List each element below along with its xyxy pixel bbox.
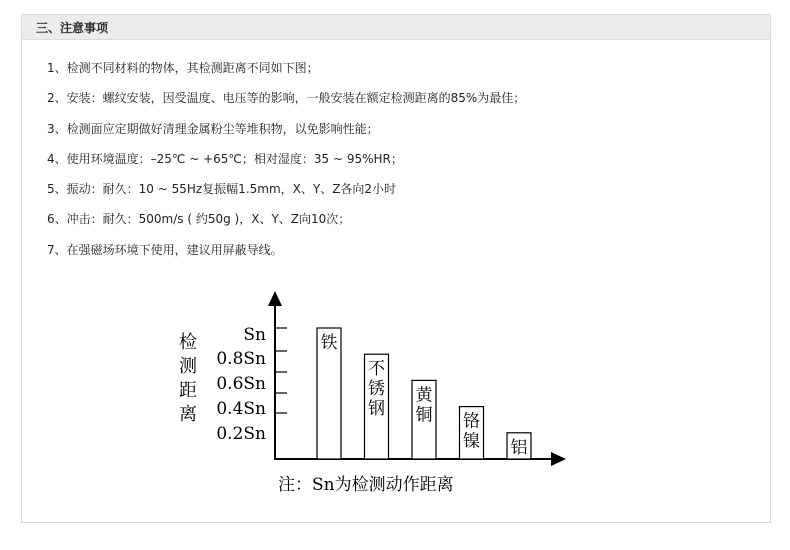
chart-note: 注：Sn为检测动作距离: [278, 475, 454, 495]
section-title: 三、注意事项: [36, 21, 109, 35]
y-tick-label: 0.8Sn: [216, 349, 266, 369]
y-tick-label: 0.6Sn: [216, 374, 266, 394]
note-item: 1、检测不同材料的物体，其检测距离不同如下图；: [47, 61, 319, 75]
note-item: 6、冲击：耐久：500m/s ( 约50g )，X、Y、Z向10次；: [47, 212, 351, 227]
bar-label: 铬: [463, 411, 480, 432]
y-tick-label: Sn: [243, 325, 266, 345]
y-axis-title-char: 距: [179, 380, 197, 401]
y-axis-ticks: [216, 325, 287, 444]
y-axis-arrow: [268, 291, 282, 306]
bar-label: 锈: [368, 379, 385, 400]
note-item: 7、在强磁场环境下使用，建议用屏蔽导线。: [47, 242, 283, 257]
y-tick-label: 0.2Sn: [216, 424, 266, 444]
bar-label: 黄: [415, 385, 433, 406]
note-item: 3、检测面应定期做好清理金属粉尘等堆积物，以免影响性能；: [47, 121, 379, 136]
y-axis-title-char: 测: [179, 356, 197, 377]
y-axis-title: [179, 332, 197, 425]
note-item: 2、安装：螺纹安装，因受温度、电压等的影响，一般安装在额定检测距离的85%为最佳；: [47, 91, 526, 106]
x-axis-arrow: [551, 452, 566, 466]
bars: [317, 328, 531, 459]
y-axis-title-char: 离: [179, 404, 197, 425]
bar-label: 铁: [320, 333, 338, 353]
bar-label: 不: [368, 359, 385, 380]
bar-label: 铝: [510, 437, 528, 458]
y-tick-label: 0.4Sn: [216, 399, 266, 419]
note-item: 5、振动：耐久：10 ~ 55Hz复振幅1.5mm，X、Y、Z各向2小时: [47, 182, 397, 197]
bar-label: 铜: [415, 405, 433, 426]
note-item: 4、使用环境温度：–25℃ ~ +65℃；相对湿度：35 ~ 95%HR；: [47, 151, 403, 166]
y-axis-title-char: 检: [179, 332, 197, 353]
bar-label: 钢: [368, 399, 385, 420]
bar-label: 镍: [463, 431, 480, 452]
